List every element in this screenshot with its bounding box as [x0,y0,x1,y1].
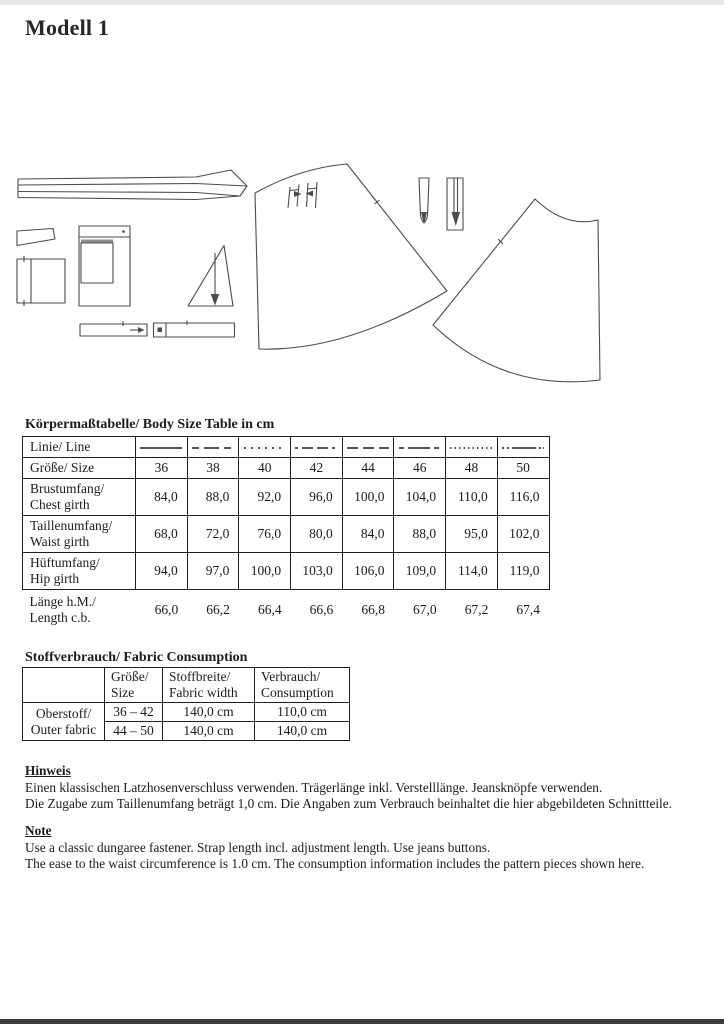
length-value: 67,2 [464,601,489,617]
line-style-size-46 [394,437,446,458]
measure-value: 119,0 [497,553,549,590]
fabric-group-label-de: Oberstoff/ [35,705,92,721]
fabric-size-range: 36 – 42 [105,703,163,722]
line-style-size-38 [187,437,239,458]
fabric-header-size-de: Größe/ [111,669,149,684]
length-value: 67,0 [413,601,437,617]
measure-value: 104,0 [394,479,446,516]
pattern-piece-bib-with-pocket [79,226,130,306]
label-de: Hüftumfang/ [30,555,100,570]
measure-label [23,516,136,553]
note-section [25,823,712,871]
line-style-size-42 [291,437,343,458]
size-row-label: Größe/ Size [23,458,136,479]
measure-value: 88,0 [394,516,446,553]
measure-value: 95,0 [446,516,498,553]
line-style-size-48 [446,437,498,458]
line-style-size-40 [239,437,291,458]
fabric-width-value: 140,0 cm [163,722,255,741]
size-44: 44 [342,458,394,479]
measure-value: 68,0 [136,516,188,553]
label-en: Waist girth [30,534,90,549]
size-46: 46 [394,458,446,479]
pattern-piece-skirt-back [433,199,600,382]
fabric-header-consumption-de: Verbrauch/ [261,669,321,684]
page-title: Modell 1 [25,15,110,40]
note-title: Note [25,823,52,838]
label-de: Länge h.M./ [29,593,96,609]
page-top-edge-strip [0,0,724,5]
measure-value: 97,0 [187,553,239,590]
measure-value: 94,0 [136,553,188,590]
measure-label [23,553,136,590]
pattern-piece-side-panel [188,246,233,307]
pattern-piece-strap [18,170,247,200]
measure-value: 110,0 [446,479,498,516]
label-en: Chest girth [30,497,90,512]
measure-value: 116,0 [497,479,549,516]
line-style-swatch [397,443,443,453]
note-line: Use a classic dungaree fastener. Strap length incl. adjustment length. Use jeans buttons. [25,839,491,855]
size-42: 42 [291,458,343,479]
length-value: 66,4 [257,601,282,617]
line-style-swatch [138,443,184,453]
measure-label [23,479,136,516]
pattern-piece-short-strap [419,178,429,225]
pattern-piece-waistband-facing [17,229,55,246]
line-style-size-44 [342,437,394,458]
fabric-consumption-table [22,667,350,741]
measure-value: 109,0 [394,553,446,590]
fabric-header-consumption [255,668,350,703]
body-size-table-title: Körpermaßtabelle/ Body Size Table in cm [25,417,275,432]
fabric-width-value: 140,0 cm [163,703,255,722]
note-line: The ease to the waist circumference is 1.0 cm. The consumption information includes the pattern pieces shown here. [25,855,645,871]
line-style-swatch [500,443,546,453]
fabric-header-width-de: Stoffbreite/ [169,669,231,684]
size-36: 36 [136,458,188,479]
length-value: 66,6 [309,601,334,617]
line-style-swatch [190,443,236,453]
label-de: Brustumfang/ [30,481,105,496]
hinweis-line: Die Zugabe zum Taillenumfang beträgt 1,0 cm. Die Angaben zum Verbrauch beinhaltet die hier abgebildeten Schnittteile. [25,795,672,811]
measure-value: 96,0 [291,479,343,516]
measure-value: 100,0 [342,479,394,516]
measure-value: 84,0 [136,479,188,516]
measure-value: 76,0 [239,516,291,553]
measure-value: 80,0 [291,516,343,553]
line-style-size-50 [497,437,549,458]
fabric-header-empty [23,668,105,703]
measure-value: 106,0 [342,553,394,590]
size-48: 48 [446,458,498,479]
fabric-consumption-value: 110,0 cm [255,703,350,722]
line-style-swatch [242,443,288,453]
length-label [23,590,136,630]
length-value: 67,4 [516,601,540,617]
line-row-label: Linie/ Line [23,437,136,458]
line-style-swatch [345,443,391,453]
pattern-piece-skirt-front [255,164,447,349]
pattern-piece-waistband-strip-right [154,321,235,338]
pattern-piece-pocket-bag [17,256,65,306]
fabric-header-width [163,668,255,703]
size-40: 40 [239,458,291,479]
fabric-header-size-en: Size [111,685,135,700]
fabric-header-size [105,668,163,703]
body-size-table [22,436,550,630]
line-style-size-36 [136,437,188,458]
length-value: 66,8 [361,601,385,617]
label-en: Hip girth [30,571,80,586]
measure-value: 88,0 [187,479,239,516]
size-50: 50 [497,458,549,479]
fabric-consumption-title: Stoffverbrauch/ Fabric Consumption [25,650,248,665]
label-de: Taillenumfang/ [30,518,113,533]
hinweis-line: Einen klassischen Latzhosenverschluss verwenden. Trägerlänge inkl. Verstelllänge. Jeansknöpfe verwenden. [25,779,603,795]
pattern-piece-waistband-strip-left [80,321,147,336]
pattern-piece-button-placket [447,178,463,230]
line-style-swatch [448,443,494,453]
length-value: 66,2 [206,601,230,617]
label-en: Length c.b. [29,609,91,625]
page-bottom-edge-strip [0,1019,724,1024]
fabric-group-label [23,703,105,741]
size-38: 38 [187,458,239,479]
fabric-group-label-en: Outer fabric [30,721,97,737]
fabric-header-consumption-en: Consumption [261,685,334,700]
measure-value: 114,0 [446,553,498,590]
measure-value: 103,0 [291,553,343,590]
measure-value: 84,0 [342,516,394,553]
hinweis-title: Hinweis [25,763,71,778]
measure-value: 72,0 [187,516,239,553]
fabric-consumption-value: 140,0 cm [255,722,350,741]
length-value: 66,0 [154,601,179,617]
fabric-header-width-en: Fabric width [169,685,238,700]
line-style-swatch [293,443,339,453]
measure-value: 92,0 [239,479,291,516]
fabric-size-range: 44 – 50 [105,722,163,741]
measure-value: 100,0 [239,553,291,590]
pattern-pieces-diagram [0,150,724,395]
measure-value: 102,0 [497,516,549,553]
hinweis-section [25,763,712,811]
